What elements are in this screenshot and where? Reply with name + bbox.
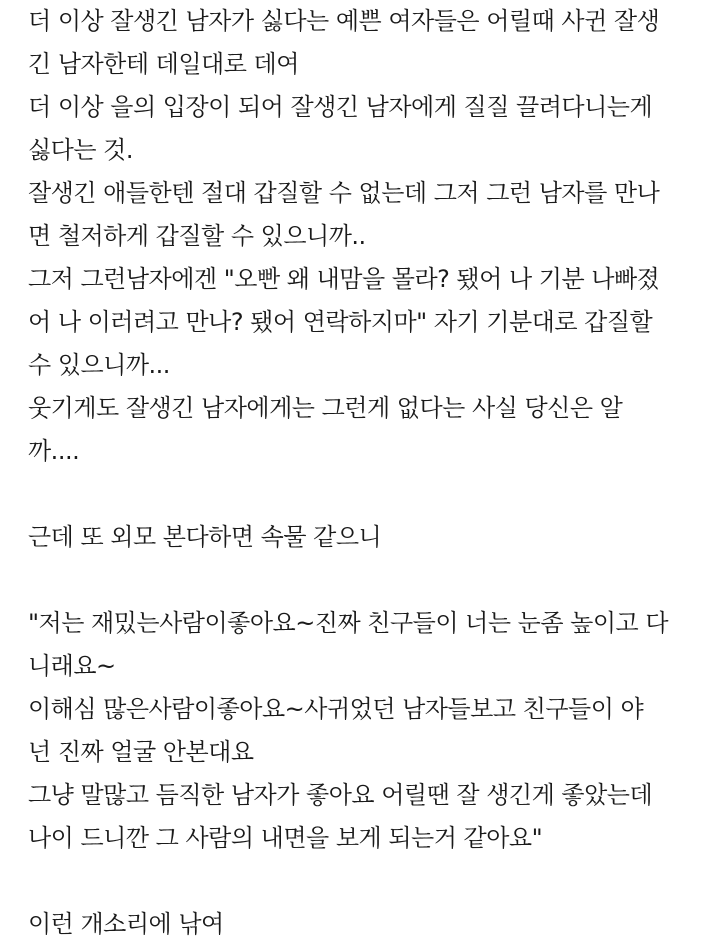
text-line: 근데 또 외모 본다하면 속물 같으니	[28, 523, 382, 551]
text-line: "저는 재밌는사람이좋아요~진짜 친구들이 너는 눈좀 높이고 다	[28, 609, 669, 637]
text-line: 싫다는 것.	[28, 136, 133, 164]
text-line: 이런 개소리에 낚여	[28, 910, 224, 938]
post-body	[28, 0, 708, 946]
text-line: 더 이상 잘생긴 남자가 싫다는 예쁜 여자들은 어릴때 사귄 잘생	[28, 7, 660, 35]
text-line: 면 철저하게 갑질할 수 있으니까..	[28, 222, 366, 250]
text-line: 수 있으니까...	[28, 351, 170, 379]
blank-line	[28, 860, 708, 903]
blank-line	[28, 559, 708, 602]
text-line: 그저 그런남자에겐 "오빤 왜 내맘을 몰라? 됐어 나 기분 나빠졌	[28, 265, 660, 293]
text-line: 그냥 말많고 듬직한 남자가 좋아요 어릴땐 잘 생긴게 좋았는데	[28, 781, 653, 809]
text-line: 나이 드니깐 그 사람의 내면을 보게 되는거 같아요"	[28, 824, 543, 852]
blank-line	[28, 473, 708, 516]
text-line: 니래요~	[28, 652, 116, 680]
text-line: 까....	[28, 437, 80, 465]
text-line: 이해심 많은사람이좋아요~사귀었던 남자들보고 친구들이 야	[28, 695, 644, 723]
text-line: 긴 남자한테 데일대로 데여	[28, 50, 299, 78]
text-line: 잘생긴 애들한텐 절대 갑질할 수 없는데 그저 그런 남자를 만나	[28, 179, 660, 207]
text-line: 넌 진짜 얼굴 안본대요	[28, 738, 254, 766]
text-line: 더 이상 을의 입장이 되어 잘생긴 남자에게 질질 끌려다니는게	[28, 93, 653, 121]
text-line: 웃기게도 잘생긴 남자에게는 그런게 없다는 사실 당신은 알	[28, 394, 623, 422]
text-line: 어 나 이러려고 만나? 됐어 연락하지마" 자기 기분대로 갑질할	[28, 308, 653, 336]
